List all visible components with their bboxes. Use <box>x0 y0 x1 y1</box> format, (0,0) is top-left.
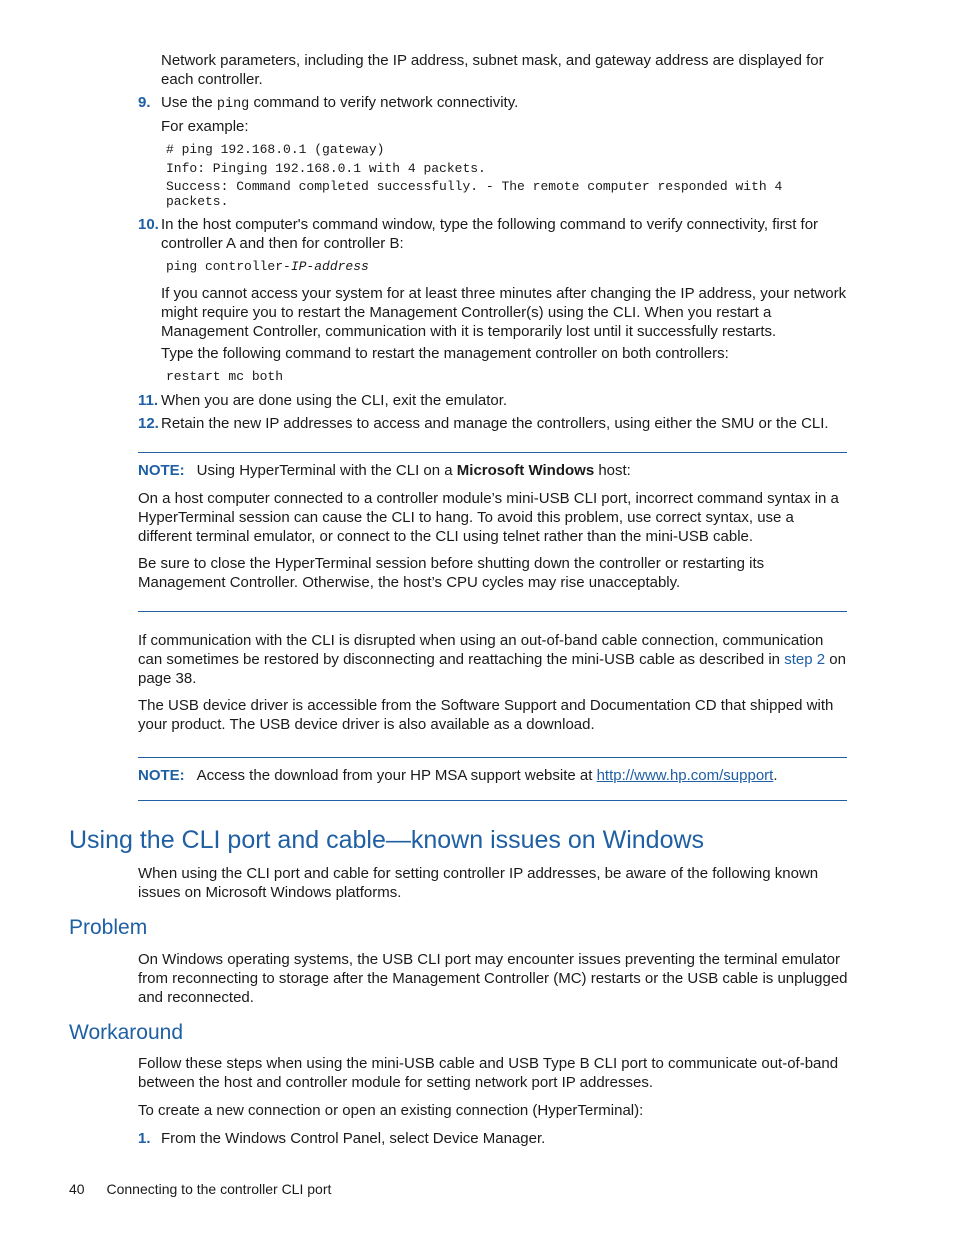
network-parameters-paragraph: Network parameters, including the IP address, subnet mask, and gateway address are displayed for each controller. <box>161 52 824 88</box>
note-1-top-rule <box>138 452 847 453</box>
workaround-text-1: Follow these steps when using the mini-USB cable and USB Type B CLI port to communicate out-of-band between the host and controller module for setting network port IP addresses. <box>138 1055 839 1091</box>
note-1-heading: NOTE: Using HyperTerminal with the CLI on a Microsoft Windows host: <box>138 462 631 479</box>
restart-explanation-paragraph: If you cannot access your system for at least three minutes after changing the IP address, your network might require you to restart the Management Controller(s) using the CLI. When you restart a Management Controller, communication with it is temporarily lost until it successfully restarts. <box>161 285 847 340</box>
ping-command: ping <box>216 97 250 112</box>
step-10-text: In the host computer's command window, type the following command to verify connectivity, first for controller A and then for controller B: <box>161 216 819 252</box>
page-footer <box>69 1180 331 1199</box>
ping-controller-code: ping controller-IP-address <box>166 259 369 274</box>
note-2-bottom-rule <box>138 800 847 801</box>
communication-paragraph: If communication with the CLI is disrupted when using an out-of-band cable connection, communication can sometimes be restored by disconnecting and reattaching the mini-USB cable as described in step 2 on page 38. <box>138 632 846 687</box>
note-2-label: NOTE: <box>138 767 185 784</box>
section-title: Using the CLI port and cable—known issues on Windows <box>69 826 705 854</box>
problem-text: On Windows operating systems, the USB CLI port may encounter issues preventing the terminal emulator from reconnecting to storage after the Management Controller (MC) restarts or the USB cable is unplugged and reconnected. <box>138 951 848 1006</box>
page-number: 40 <box>69 1181 85 1197</box>
note-2-text: NOTE: Access the download from your HP MSA support website at http://www.hp.com/support. <box>138 767 778 784</box>
note-1-bottom-rule <box>138 611 847 612</box>
step-10-number: 10. <box>138 216 159 233</box>
restart-code: restart mc both <box>166 369 284 384</box>
problem-heading: Problem <box>69 916 148 939</box>
step-2-link[interactable]: step 2 <box>784 651 826 668</box>
step-9-text: Use the ping command to verify network connectivity. <box>161 94 519 112</box>
example-label: For example: <box>161 118 249 135</box>
note-2-top-rule <box>138 757 847 758</box>
step-11-number: 11. <box>138 392 159 409</box>
ping-code-line-1: # ping 192.168.0.1 (gateway) <box>166 142 385 157</box>
ping-code-line-2: Info: Pinging 192.168.0.1 with 4 packets. <box>166 161 486 176</box>
section-intro: When using the CLI port and cable for setting controller IP addresses, be aware of the following known issues on Microsoft Windows platforms. <box>138 865 819 901</box>
usb-driver-paragraph: The USB device driver is accessible from the Software Support and Documentation CD that shipped with your product. The USB device driver is also available as a download. <box>138 697 834 733</box>
restart-command-intro: Type the following command to restart the management controller on both controllers: <box>161 345 729 362</box>
workaround-text-2: To create a new connection or open an existing connection (HyperTerminal): <box>138 1102 644 1119</box>
note-1-label: NOTE: <box>138 462 185 479</box>
step-12-text: Retain the new IP addresses to access and manage the controllers, using either the SMU or the CLI. <box>161 415 829 432</box>
step-9-number: 9. <box>138 94 151 111</box>
ping-code-line-3: Success: Command completed successfully. - The remote computer responded with 4 packets. <box>166 179 783 209</box>
note-1-paragraph-2: Be sure to close the HyperTerminal session before shutting down the controller or restarting its Management Controller. Otherwise, the host’s CPU cycles may rise unacceptably. <box>138 555 765 591</box>
hp-support-link[interactable]: http://www.hp.com/support <box>596 767 774 784</box>
note-1-paragraph-1: On a host computer connected to a controller module’s mini-USB CLI port, incorrect command syntax in a HyperTerminal session can cause the CLI to hang. To avoid this problem, use correct syntax, use a different terminal emulator, or connect to the CLI using telnet rather than the mini-USB cable. <box>138 490 839 545</box>
workaround-step-1-text: From the Windows Control Panel, select Device Manager. <box>161 1130 546 1147</box>
footer-chapter-title: Connecting to the controller CLI port <box>106 1181 332 1197</box>
workaround-step-1-number: 1. <box>138 1130 151 1147</box>
step-11-text: When you are done using the CLI, exit the emulator. <box>161 392 508 409</box>
workaround-heading: Workaround <box>69 1021 184 1044</box>
step-12-number: 12. <box>138 415 159 432</box>
